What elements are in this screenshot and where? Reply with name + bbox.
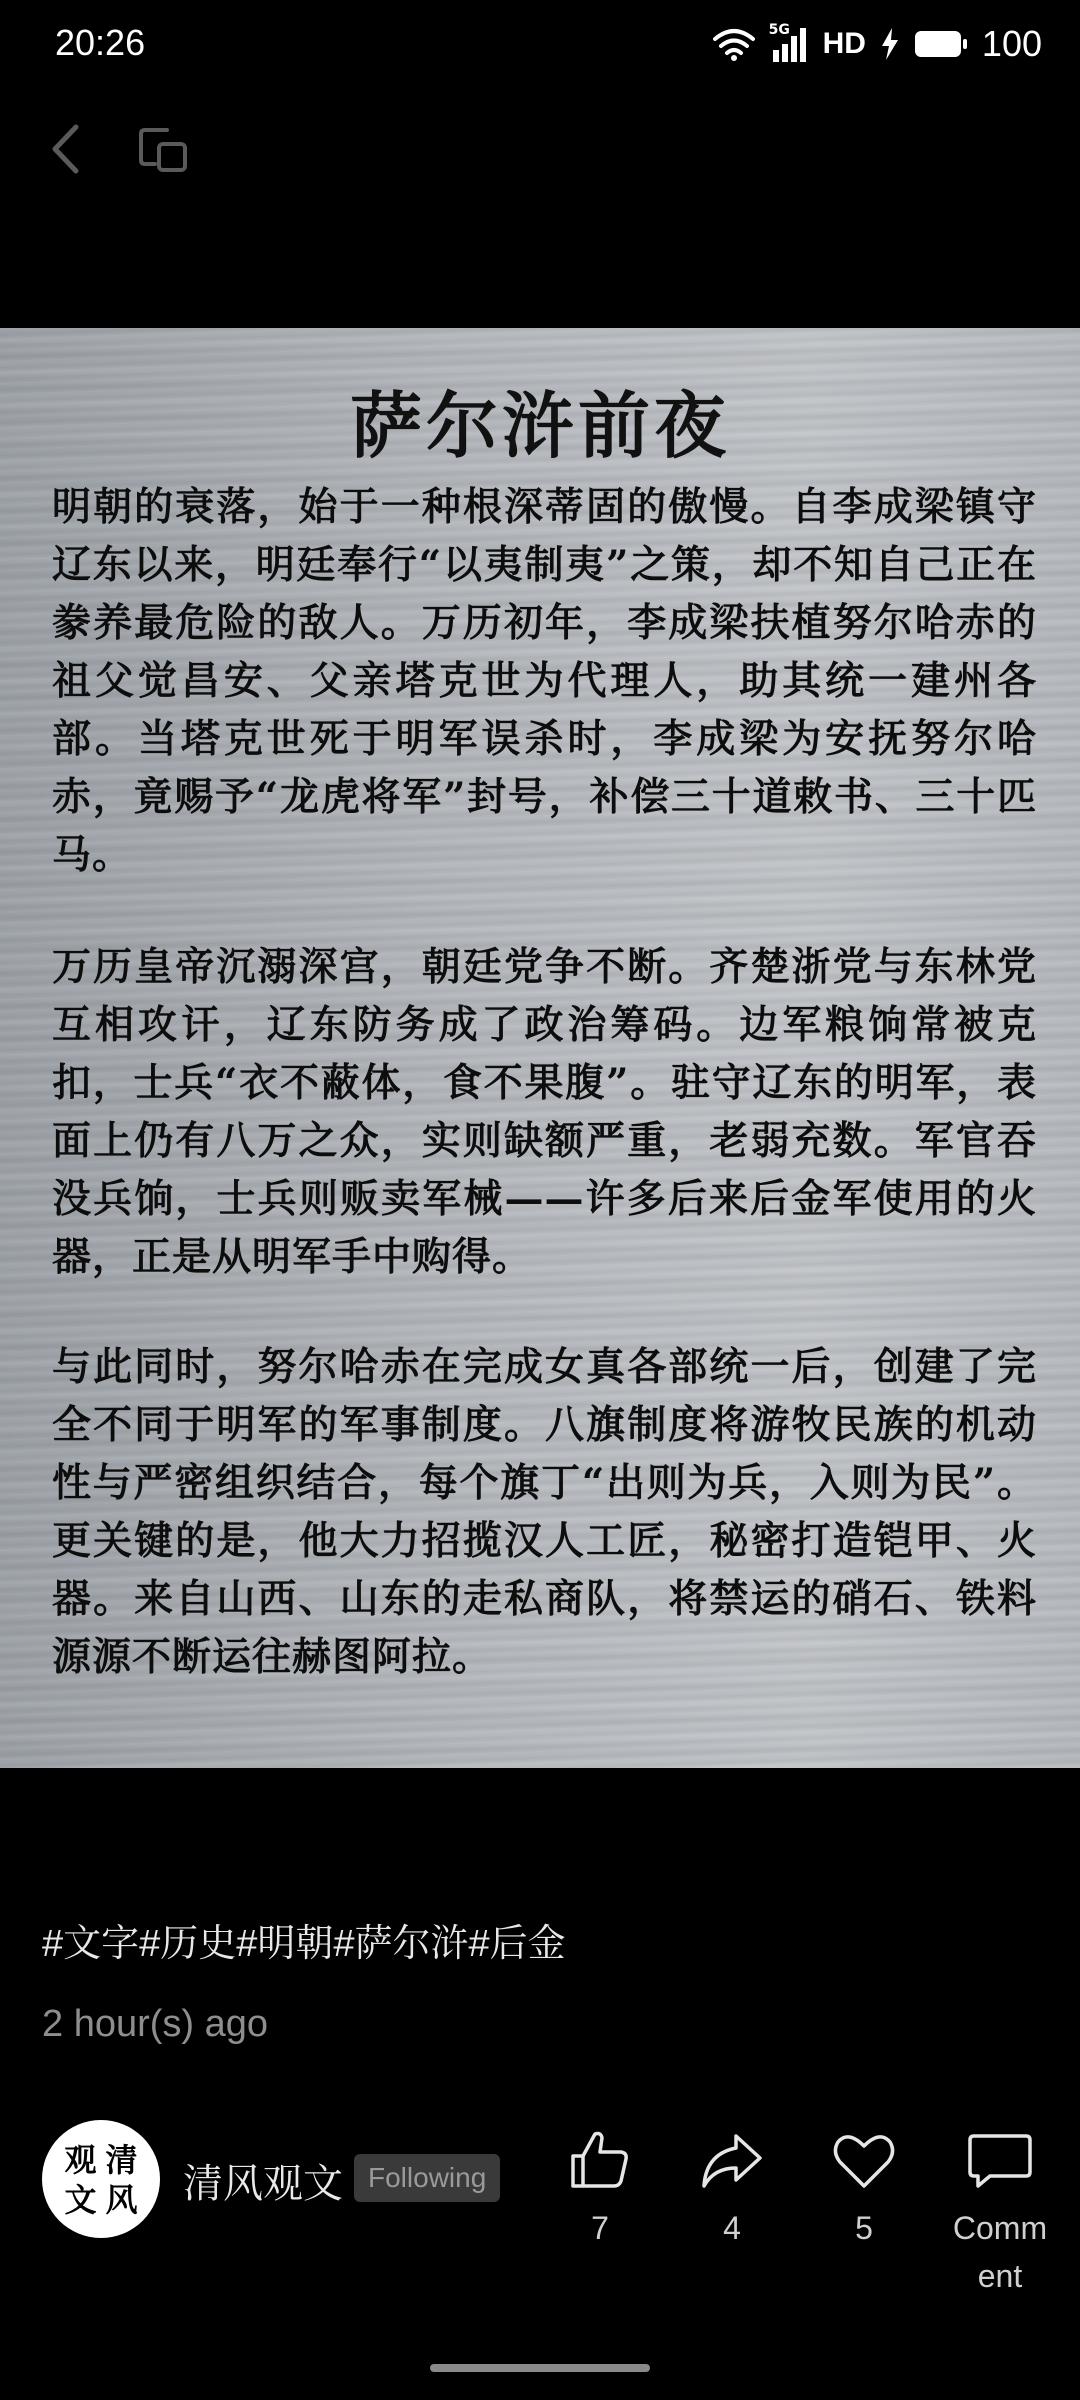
chevron-left-icon <box>50 123 80 175</box>
back-button[interactable] <box>30 114 100 184</box>
wifi-icon <box>713 27 755 61</box>
share-button[interactable] <box>672 2100 792 2252</box>
avatar-char: 风 <box>105 2181 138 2219</box>
status-icons <box>713 20 1042 68</box>
thumbs-up-icon <box>569 2128 631 2190</box>
avatar-char: 清 <box>105 2141 138 2179</box>
comment-label: Comment <box>952 2210 1048 2294</box>
battery-icon <box>914 29 968 59</box>
top-nav <box>0 110 1080 190</box>
post-time: 2 hour(s) ago <box>42 2003 269 2045</box>
share-icon <box>700 2130 764 2190</box>
favorite-count: 5 <box>855 2210 873 2246</box>
bottom-action-bar <box>0 2100 1080 2300</box>
heart-icon <box>832 2132 896 2190</box>
avatar[interactable] <box>42 2120 160 2238</box>
author-name[interactable]: 清风观文 <box>183 2162 343 2206</box>
copy-window-icon <box>137 124 189 174</box>
status-time: 20:26 <box>55 22 146 63</box>
comment-icon <box>968 2132 1032 2190</box>
signal-icon <box>768 22 809 62</box>
status-bar <box>0 0 1080 90</box>
image-title: 萨尔浒前夜 <box>349 383 730 468</box>
avatar-char: 文 <box>64 2181 97 2219</box>
switch-window-button[interactable] <box>128 114 198 184</box>
post-tags[interactable]: #文字#历史#明朝#萨尔浒#后金 <box>42 1923 566 1965</box>
comment-button[interactable] <box>940 2100 1060 2300</box>
like-count: 7 <box>591 2210 609 2246</box>
battery-level: 100 <box>981 23 1042 64</box>
hd-indicator: HD <box>822 27 866 60</box>
image-paragraph-2: 万历皇帝沉溺深宫，朝廷党争不断。齐楚浙党与东林党互相攻讦，辽东防务成了政治筹码。边军粮饷常被克扣，士兵“衣不蔽体，食不果腹”。驻守辽东的明军，表面上仍有八万之众，实则缺额严重，老弱充数。军官吞没兵饷，士兵则贩卖军械——许多后来后金军使用的火器，正是从明军手中购得。 <box>52 944 1037 1280</box>
home-indicator[interactable] <box>430 2364 650 2372</box>
favorite-button[interactable] <box>804 2100 924 2252</box>
post-image[interactable] <box>0 328 1080 1768</box>
share-count: 4 <box>723 2210 741 2246</box>
avatar-char: 观 <box>64 2141 97 2179</box>
following-button[interactable]: Following <box>354 2154 500 2202</box>
network-type: 5G <box>768 22 790 38</box>
charging-icon <box>880 28 900 60</box>
like-button[interactable] <box>540 2100 660 2252</box>
image-paragraph-3: 与此同时，努尔哈赤在完成女真各部统一后，创建了完全不同于明军的军事制度。八旗制度将游牧民族的机动性与严密组织结合，每个旗丁“出则为兵，入则为民”。更关键的是，他大力招揽汉人工匠，秘密打造铠甲、火器。来自山西、山东的走私商队，将禁运的硝石、铁料源源不断运往赫图阿拉。 <box>52 1344 1037 1680</box>
image-paragraph-1: 明朝的衰落，始于一种根深蒂固的傲慢。自李成梁镇守辽东以来，明廷奉行“以夷制夷”之策，却不知自己正在豢养最危险的敌人。万历初年，李成梁扶植努尔哈赤的祖父觉昌安、父亲塔克世为代理人，助其统一建州各部。当塔克世死于明军误杀时，李成梁为安抚努尔哈赤，竟赐予“龙虎将军”封号，补偿三十道敕书、三十匹马。 <box>52 484 1037 878</box>
